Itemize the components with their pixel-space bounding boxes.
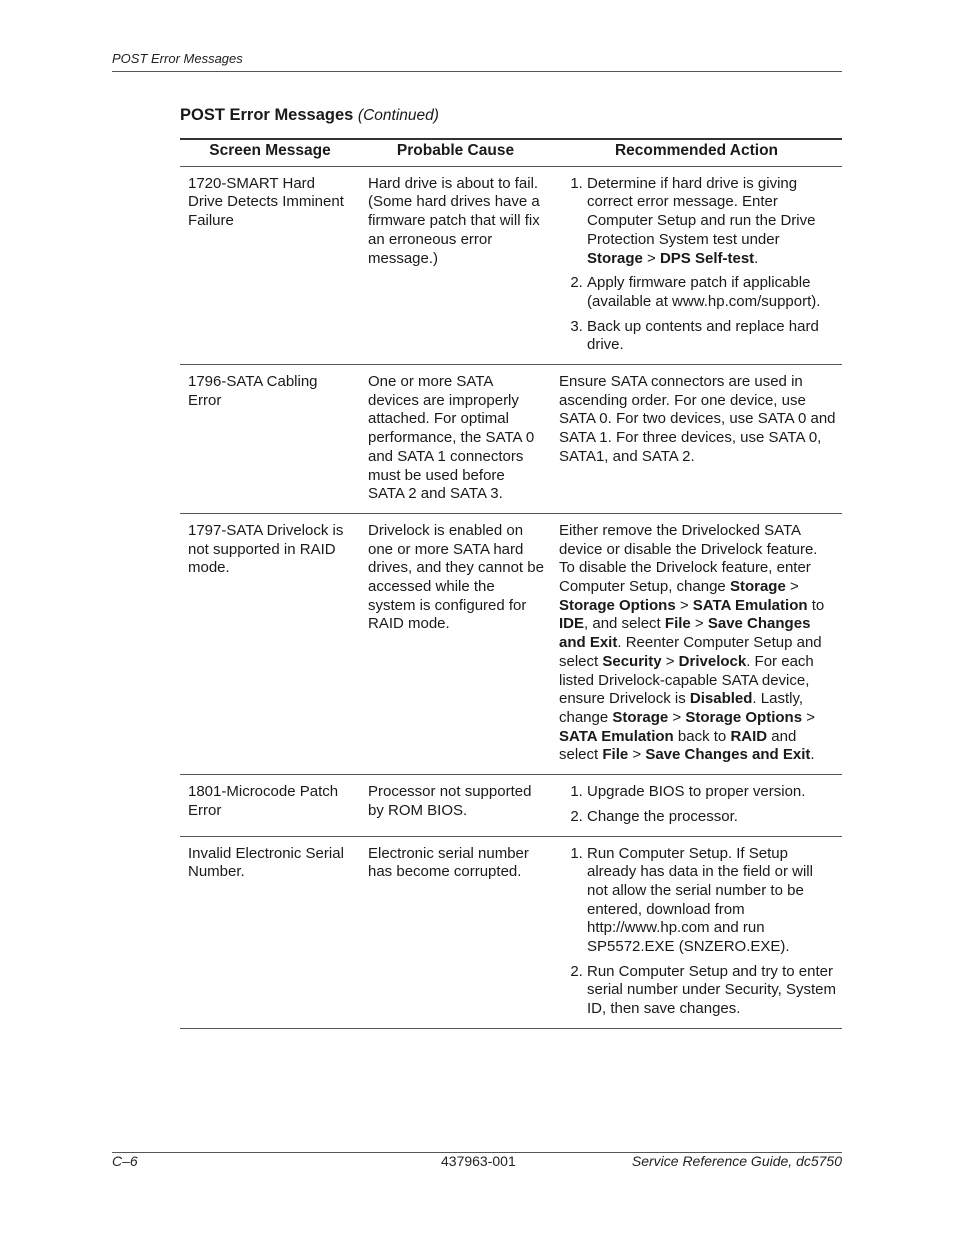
table-row bbox=[180, 166, 842, 364]
table-header-row bbox=[180, 139, 842, 166]
bold-text-run: File bbox=[664, 615, 691, 633]
text-run: > bbox=[675, 596, 693, 614]
bold-text-run: Storage bbox=[587, 249, 643, 267]
bold-text-run: SATA Emulation bbox=[559, 727, 674, 745]
bold-text-run: IDE bbox=[559, 615, 585, 633]
screen-message-cell: 1720-SMART Hard Drive Detects Imminent Failure bbox=[180, 166, 360, 364]
text-run: . For each listed Drivelock-capable SATA device, ensure Drivelock is bbox=[559, 652, 814, 708]
probable-cause-cell: Drivelock is enabled on one or more SATA hard drives, and they cannot be accessed while the system is configured for RAID mode. bbox=[360, 513, 551, 774]
text-run: Change the processor. bbox=[587, 807, 738, 825]
recommended-action-cell bbox=[551, 365, 842, 514]
recommended-action-cell bbox=[551, 836, 842, 1028]
table-title-main: POST Error Messages bbox=[180, 106, 354, 124]
bold-text-run: RAID bbox=[730, 727, 768, 745]
footer-guide-title: Service Reference Guide, dc5750 bbox=[631, 1153, 842, 1169]
text-run: . Lastly, change bbox=[559, 690, 803, 726]
table-row bbox=[180, 836, 842, 1028]
bold-text-run: Storage Options bbox=[685, 708, 803, 726]
action-step bbox=[587, 274, 836, 311]
table-row bbox=[180, 775, 842, 836]
table-title bbox=[180, 106, 439, 125]
header-rule bbox=[112, 71, 842, 72]
bold-text-run: Save Changes and Exit bbox=[645, 746, 811, 764]
bold-text-run: Storage Options bbox=[559, 596, 676, 614]
action-step bbox=[587, 808, 836, 827]
text-run: > bbox=[785, 578, 799, 596]
screen-message-cell: 1801-Microcode Patch Error bbox=[180, 775, 360, 836]
action-step bbox=[587, 175, 836, 269]
action-step bbox=[587, 783, 836, 802]
screen-message-cell: 1796-SATA Cabling Error bbox=[180, 365, 360, 514]
probable-cause-cell: Hard drive is about to fail. (Some hard drives have a firmware patch that will fix an erroneous error message.) bbox=[360, 166, 551, 364]
probable-cause-cell: One or more SATA devices are improperly attached. For optimal performance, the SATA 0 and SATA 1 connectors must be used before SATA 2 and SATA 3. bbox=[360, 365, 551, 514]
bold-text-run: SATA Emulation bbox=[692, 596, 808, 614]
probable-cause-cell: Processor not supported by ROM BIOS. bbox=[360, 775, 551, 836]
action-step bbox=[587, 318, 836, 355]
text-run: . bbox=[754, 249, 759, 267]
text-run: to bbox=[807, 596, 825, 614]
text-run: Determine if hard drive is giving correct error message. Enter Computer Setup and run the Drive Protection System test under bbox=[587, 174, 816, 248]
text-run: back to bbox=[673, 727, 731, 745]
text-run: , and select bbox=[584, 615, 665, 633]
bold-text-run: Storage bbox=[729, 578, 786, 596]
text-run: Back up contents and replace hard drive. bbox=[587, 317, 819, 354]
column-header-recommended-action: Recommended Action bbox=[551, 139, 842, 166]
text-run: > bbox=[661, 652, 679, 670]
action-step bbox=[587, 963, 836, 1019]
column-header-screen-message: Screen Message bbox=[180, 139, 360, 166]
table-row bbox=[180, 513, 842, 774]
screen-message-cell: 1797-SATA Drivelock is not supported in RAID mode. bbox=[180, 513, 360, 774]
recommended-action-cell bbox=[551, 513, 842, 774]
action-steps-list bbox=[559, 175, 836, 355]
probable-cause-cell: Electronic serial number has become corrupted. bbox=[360, 836, 551, 1028]
bold-text-run: Security bbox=[602, 652, 662, 670]
action-steps-list bbox=[559, 783, 836, 826]
action-step bbox=[587, 845, 836, 957]
footer-doc-number: 437963-001 bbox=[441, 1153, 516, 1169]
running-head: POST Error Messages bbox=[112, 51, 243, 66]
text-run: > bbox=[628, 746, 646, 764]
table-title-continued: (Continued) bbox=[357, 107, 439, 124]
text-run: . bbox=[810, 746, 815, 764]
text-run: and select bbox=[559, 727, 797, 764]
text-run: > bbox=[802, 708, 815, 726]
action-steps-list bbox=[559, 845, 836, 1019]
text-run: Upgrade BIOS to proper version. bbox=[587, 783, 806, 801]
text-run: Run Computer Setup. If Setup already has data in the field or will not allow the serial number to be entered, download from http://www.hp.com and run SP5572.EXE (SNZERO.EXE). bbox=[587, 844, 813, 956]
text-run: > bbox=[690, 615, 708, 633]
post-error-table bbox=[180, 138, 842, 1029]
bold-text-run: Drivelock bbox=[678, 652, 747, 670]
bold-text-run: DPS Self-test bbox=[659, 249, 755, 267]
column-header-probable-cause: Probable Cause bbox=[360, 139, 551, 166]
text-run: Apply firmware patch if applicable (available at www.hp.com/support). bbox=[587, 274, 821, 310]
screen-message-cell: Invalid Electronic Serial Number. bbox=[180, 836, 360, 1028]
text-run: > bbox=[668, 708, 686, 726]
bold-text-run: Disabled bbox=[689, 690, 753, 708]
footer-page-number: C–6 bbox=[112, 1153, 138, 1169]
recommended-action-cell bbox=[551, 775, 842, 836]
text-run: Either remove the Drivelocked SATA device or disable the Drivelock feature. To disable the Drivelock feature, enter Computer Setup, change bbox=[559, 521, 818, 596]
text-run: Ensure SATA connectors are used in ascending order. For one device, use SATA 0. For two devices, use SATA 0 and SATA 1. For three devices, use SATA 0, SATA1, and SATA 2. bbox=[559, 373, 836, 465]
text-run: . Reenter Computer Setup and select bbox=[559, 634, 822, 670]
bold-text-run: Save Changes and Exit bbox=[559, 615, 811, 652]
text-run: > bbox=[642, 249, 660, 267]
recommended-action-cell bbox=[551, 166, 842, 364]
table-row bbox=[180, 365, 842, 514]
text-run: Run Computer Setup and try to enter serial number under Security, System ID, then save changes. bbox=[587, 962, 836, 1018]
bold-text-run: Storage bbox=[612, 708, 669, 726]
bold-text-run: File bbox=[602, 746, 629, 764]
